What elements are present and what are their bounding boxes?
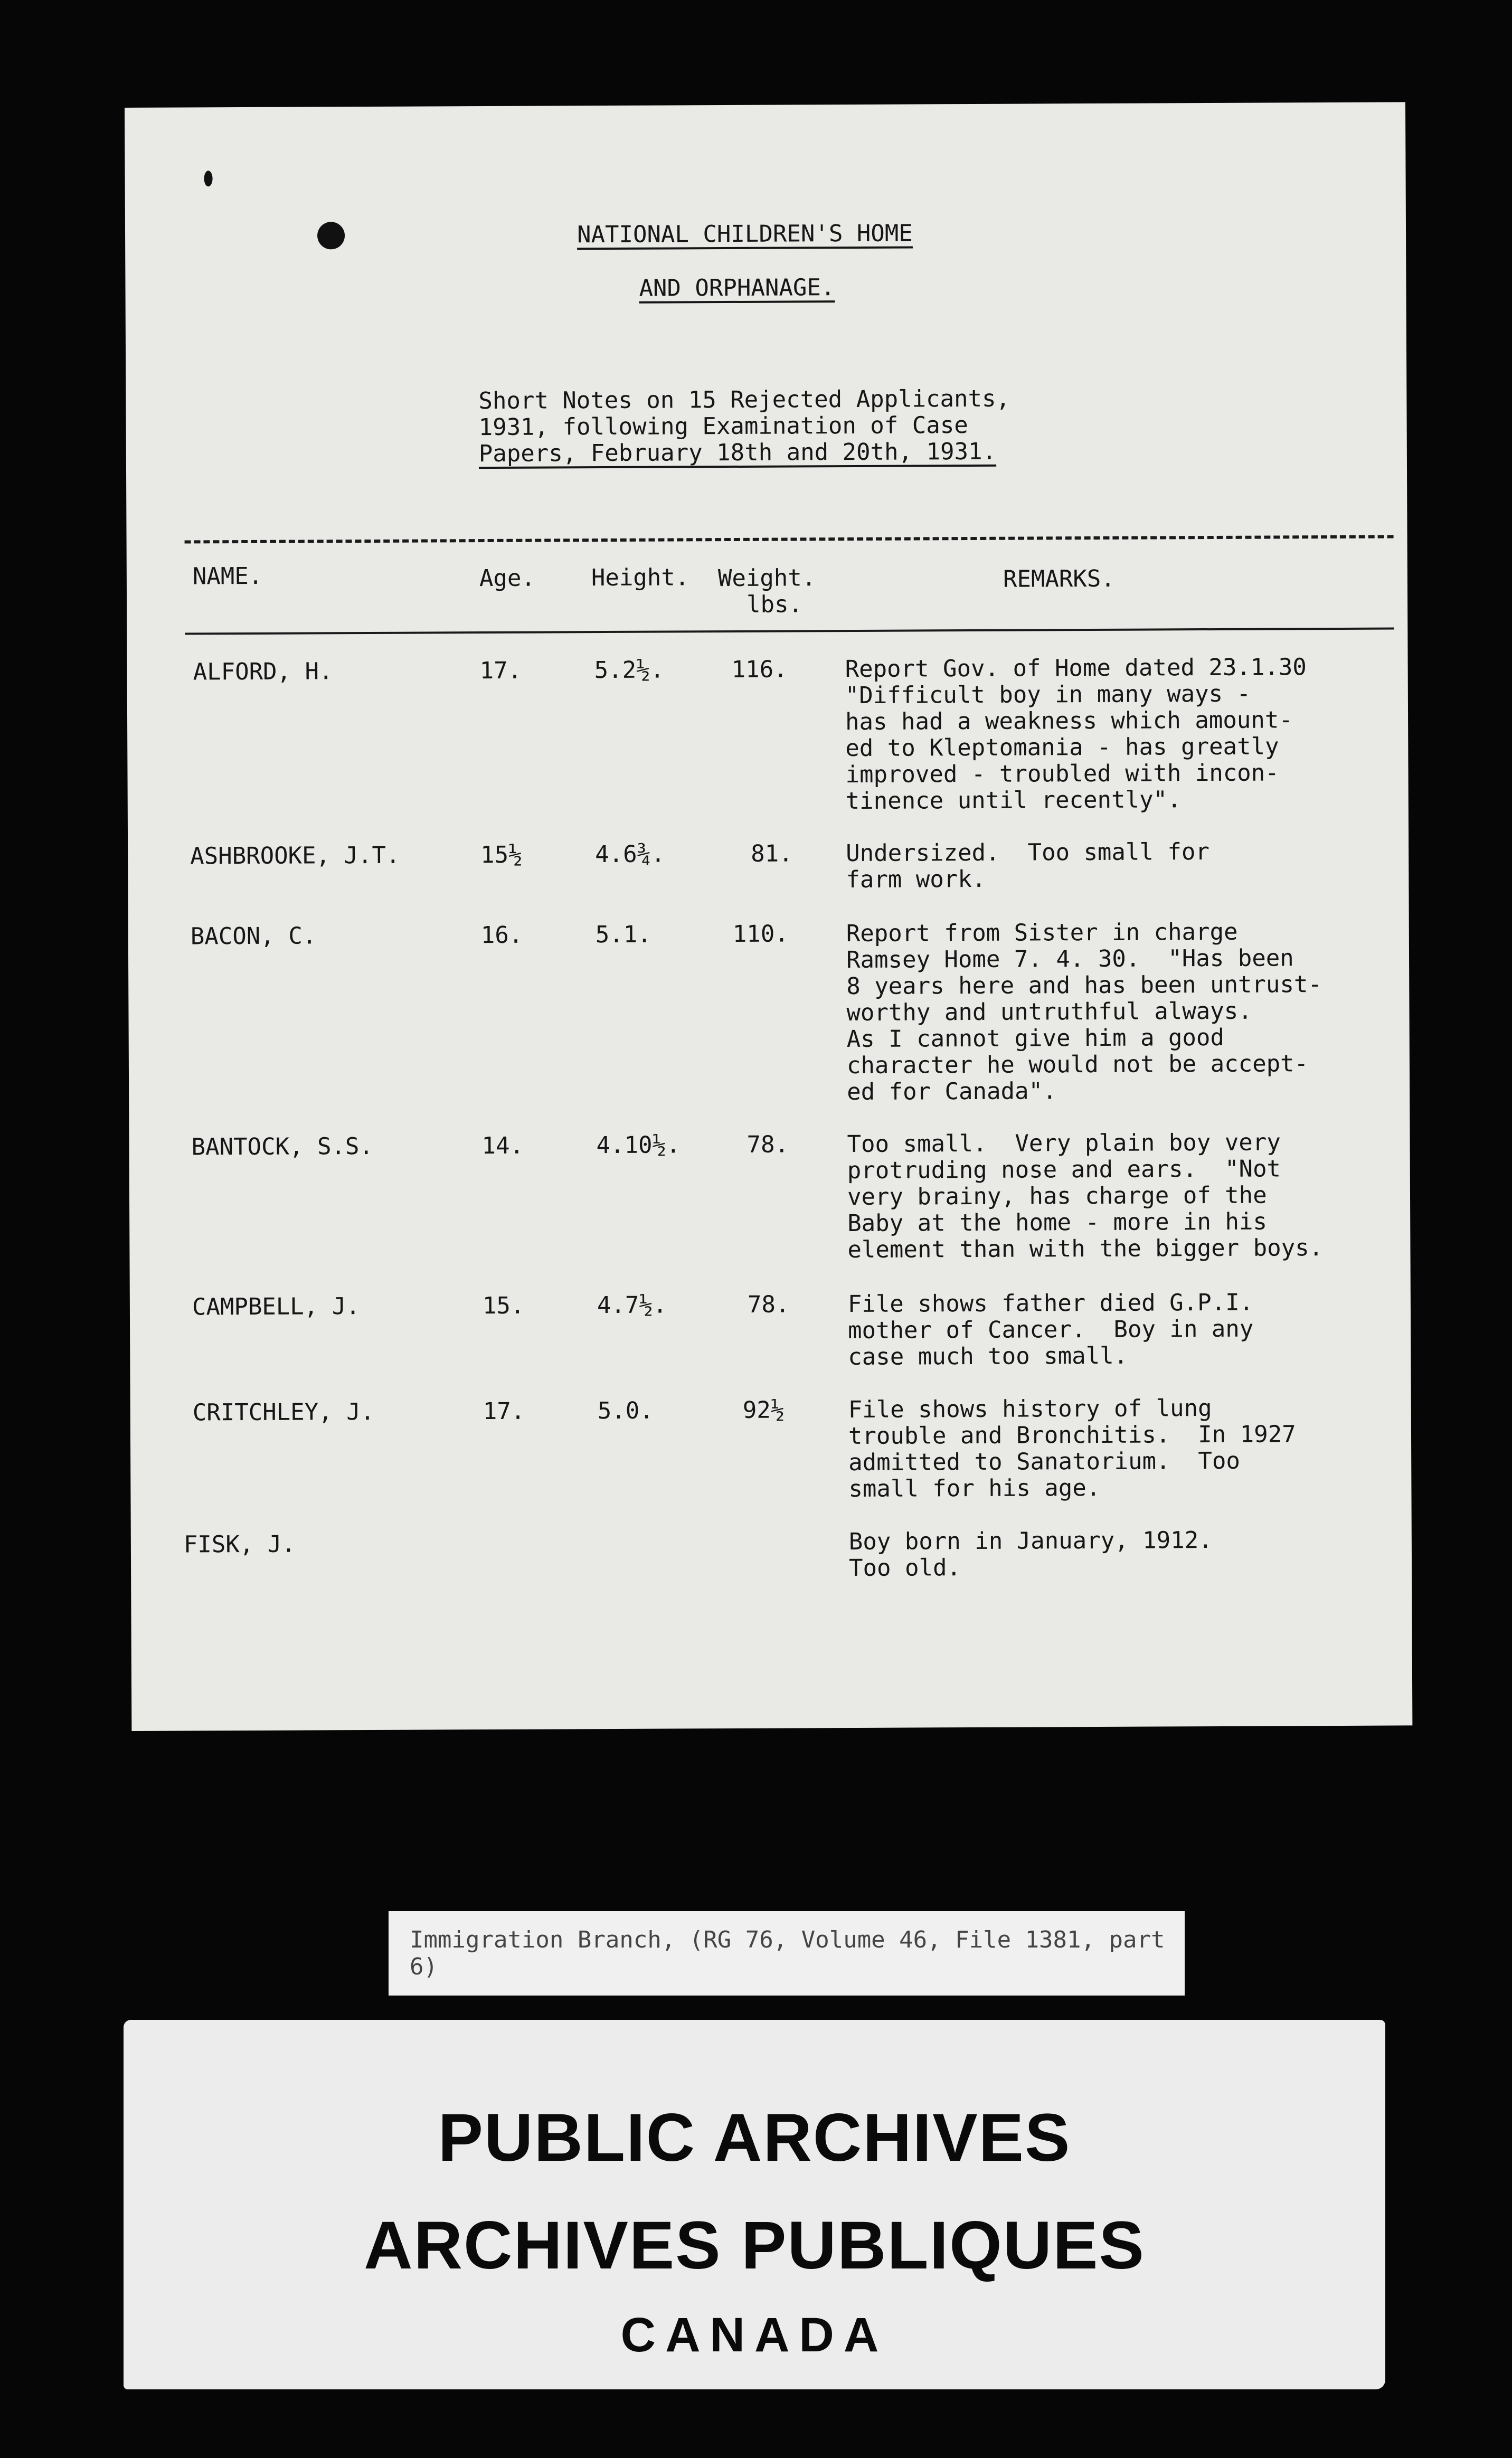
row-remarks: File shows history of lung trouble and Bronchitis. In 1927 admitted to Sanatorium. Too small for his age. (848, 1395, 1296, 1503)
row-height: 4.10½. (596, 1131, 681, 1159)
table-row (128, 838, 1409, 894)
archive-reference-label: Immigration Branch, (RG 76, Volume 46, File 1381, part 6) (389, 1911, 1185, 1996)
row-name: CRITCHLEY, J. (192, 1398, 375, 1426)
row-height: 4.6¾. (595, 840, 665, 868)
column-header-age: Age. (479, 564, 535, 592)
table-row (131, 1526, 1412, 1582)
row-name: BANTOCK, S.S. (191, 1132, 374, 1161)
row-age: 14. (481, 1132, 524, 1160)
row-height: 5.2½. (594, 656, 665, 684)
row-remarks: Too small. Very plain boy very protruding nose and ears. "Not very brainy, has charge of the Baby at the home - more in his element than with the bigger boys. (847, 1129, 1324, 1264)
column-header-remarks: REMARKS. (1003, 565, 1115, 593)
row-weight: 116. (731, 656, 788, 683)
table-row (128, 918, 1409, 1106)
row-name: ASHBROOKE, J.T. (190, 842, 400, 870)
row-remarks: File shows father died G.P.I. mother of Cancer. Boy in any case much too small. (847, 1289, 1254, 1371)
column-header-weight-unit: lbs. (746, 591, 803, 618)
header-title: NATIONAL CHILDREN'S HOME (577, 220, 913, 249)
row-age: 17. (483, 1397, 525, 1425)
row-name: CAMPBELL, J. (192, 1293, 360, 1321)
archive-card (124, 2020, 1385, 2389)
row-age: 15½ (480, 841, 523, 869)
document-page (125, 102, 1412, 1731)
row-name: BACON, C. (190, 922, 317, 950)
row-remarks: Undersized. Too small for farm work. (846, 838, 1210, 894)
table-row (127, 654, 1408, 815)
row-weight: 110. (732, 920, 789, 948)
archive-card-line-3: CANADA (620, 2308, 889, 2362)
ink-speck (204, 171, 213, 186)
row-weight: 78. (746, 1131, 789, 1158)
table-top-rule (185, 535, 1394, 544)
ink-blot (317, 222, 345, 249)
row-age: 15. (482, 1292, 525, 1320)
table-row (130, 1394, 1411, 1503)
table-header-rule (185, 628, 1394, 635)
intro-line-2: 1931, following Examination of Case (478, 412, 968, 441)
table-row (130, 1289, 1411, 1371)
row-weight: 81. (751, 840, 793, 867)
row-name: FISK, J. (183, 1530, 296, 1558)
column-header-name: NAME. (192, 562, 263, 590)
row-height: 5.1. (595, 921, 651, 949)
row-remarks: Boy born in January, 1912. Too old. (848, 1527, 1213, 1582)
table-row (129, 1129, 1410, 1264)
row-remarks: Report Gov. of Home dated 23.1.30 "Difficult boy in many ways - has had a weakness which amount- ed to Kleptomania - has greatly improved - troubled with incon- tinence until recently". (845, 654, 1307, 815)
row-weight: 78. (747, 1291, 790, 1318)
row-age: 17. (479, 657, 522, 685)
intro-line-1: Short Notes on 15 Rejected Applicants, (478, 385, 1010, 415)
column-header-height: Height. (591, 564, 689, 592)
row-remarks: Report from Sister in charge Ramsey Home 7. 4. 30. "Has been 8 years here and has been untrust- worthy and untruthful always. As I cannot give him a good character he would not be accept- ed for Canada". (846, 918, 1322, 1106)
intro-line-3: Papers, February 18th and 20th, 1931. (478, 438, 997, 468)
row-weight: 92½ (742, 1396, 785, 1424)
archive-card-line-1: PUBLIC ARCHIVES (438, 2100, 1071, 2176)
row-height: 4.7½. (597, 1291, 667, 1319)
row-height: 5.0. (597, 1397, 654, 1425)
archive-card-line-2: ARCHIVES PUBLIQUES (364, 2208, 1145, 2283)
column-header-weight: Weight. (717, 564, 816, 592)
header-subtitle: AND ORPHANAGE. (639, 274, 835, 302)
row-age: 16. (480, 921, 523, 949)
row-name: ALFORD, H. (193, 658, 333, 686)
